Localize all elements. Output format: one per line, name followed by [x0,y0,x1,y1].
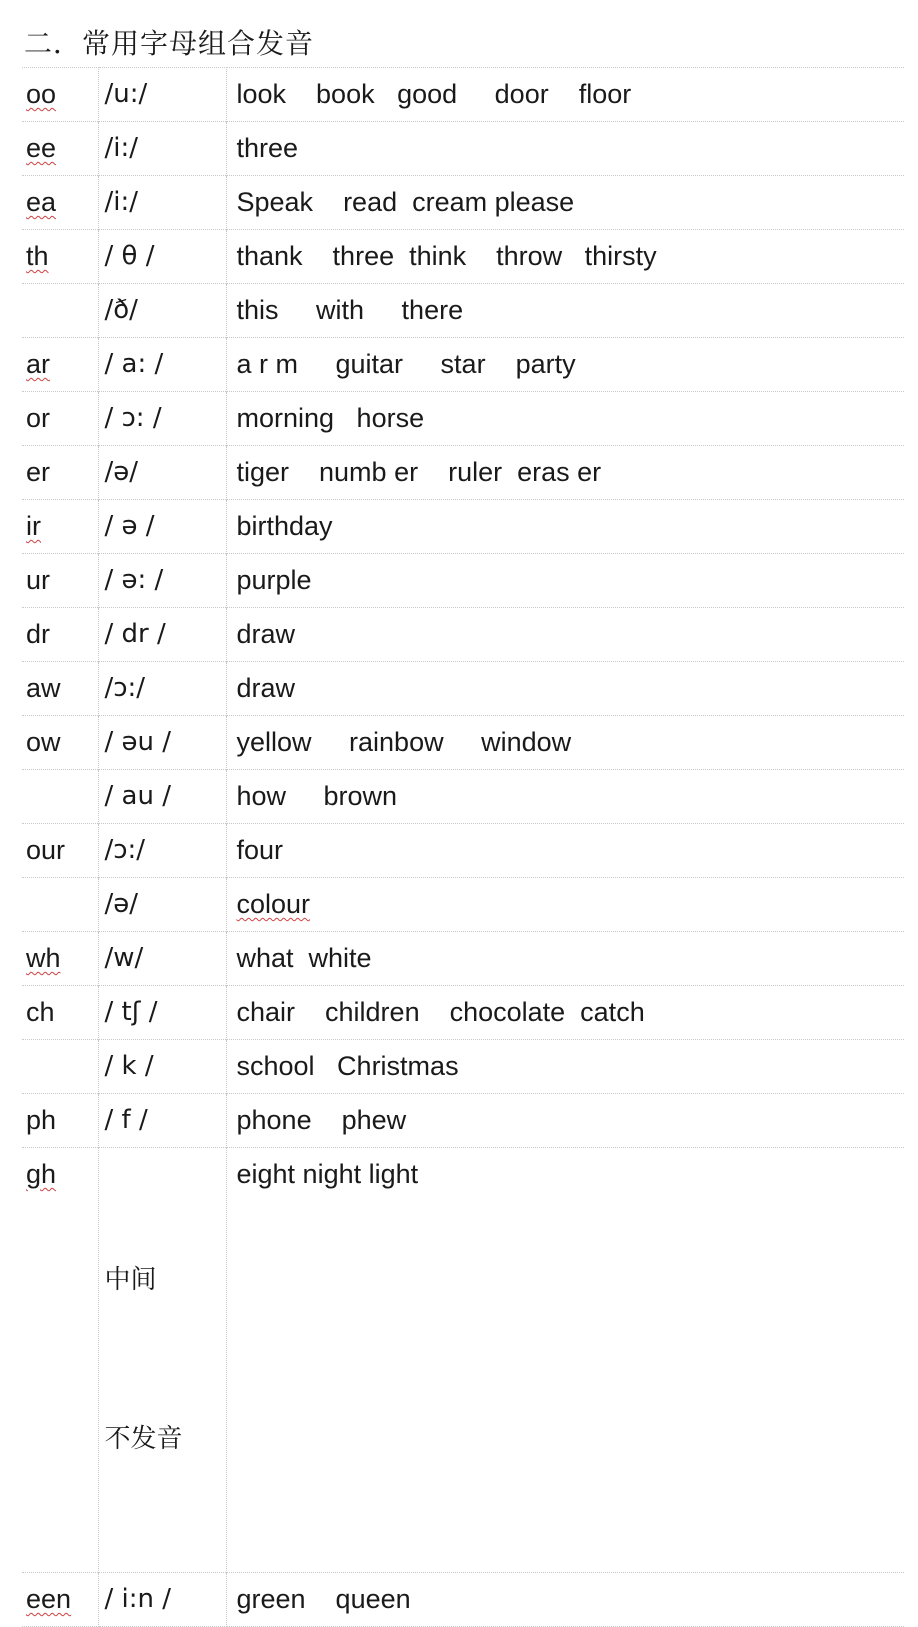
table-row [22,230,904,284]
letter-combination-text: th [26,241,49,271]
pronunciation: /i:/ [98,122,226,176]
table-row [22,176,904,230]
table-row [22,1148,904,1573]
table-row [22,1094,904,1148]
pronunciation: / θ / [98,230,226,284]
example-words: chair children chocolate catch [226,986,904,1040]
example-words: what white [226,932,904,986]
pronunciation: /ə/ [98,878,226,932]
letter-combination [22,500,98,554]
pronunciation: /ð/ [98,284,226,338]
example-words: eight night light [226,1148,904,1573]
letter-combination: aw [22,662,98,716]
example-words: birthday [226,500,904,554]
letter-combination [22,932,98,986]
letter-combination [22,770,98,824]
example-words [226,878,904,932]
example-words: tiger numb er ruler eras er [226,446,904,500]
pronunciation: / ə / [98,500,226,554]
letter-combination: ow [22,716,98,770]
letter-combination [22,338,98,392]
pronunciation: /w/ [98,932,226,986]
letter-combination [22,1573,98,1627]
pronunciation: / f / [98,1094,226,1148]
letter-combination [22,1040,98,1094]
letter-combination: er [22,446,98,500]
example-words: how brown [226,770,904,824]
letter-combination: ch [22,986,98,1040]
page-title: 二．常用字母组合发音 [24,27,315,60]
pronunciation: / k / [98,1040,226,1094]
pronunciation: / a: / [98,338,226,392]
letter-combination-text: ea [26,187,57,217]
letter-combination: or [22,392,98,446]
pronunciation: /ɔ:/ [98,662,226,716]
pronunciation: / əu / [98,716,226,770]
table-row [22,338,904,392]
pronunciation: /ɔ:/ [98,824,226,878]
table-row [22,1040,904,1094]
example-words-text: colour [236,889,311,919]
letter-combination: dr [22,608,98,662]
pronunciation: /ə/ [98,446,226,500]
example-words: phone phew [226,1094,904,1148]
example-words: yellow rainbow window [226,716,904,770]
example-words: draw [226,662,904,716]
example-words: thank three think throw thirsty [226,230,904,284]
table-row [22,500,904,554]
table-row [22,716,904,770]
letter-combination [22,878,98,932]
letter-combination-text: ar [26,349,51,379]
example-words: this with there [226,284,904,338]
pronunciation: / i:n / [98,1573,226,1627]
letter-combination: ph [22,1094,98,1148]
table-row [22,392,904,446]
example-words: green queen [226,1573,904,1627]
example-words: Speak read cream please [226,176,904,230]
letter-combination [22,122,98,176]
table-row [22,284,904,338]
pronunciation: / dr / [98,608,226,662]
table-row [22,986,904,1040]
letter-combination [22,284,98,338]
pronunciation: /u:/ [98,68,226,122]
table-row [22,770,904,824]
phonics-table [22,67,904,1627]
letter-combination [22,68,98,122]
letter-combination-text: ir [26,511,41,541]
pronunciation: / au / [98,770,226,824]
example-words: purple [226,554,904,608]
letter-combination-text: ee [26,133,57,163]
pronunciation: /i:/ [98,176,226,230]
pronunciation: / ə: / [98,554,226,608]
table-row [22,878,904,932]
table-row [22,608,904,662]
example-words: morning horse [226,392,904,446]
letter-combination-text: gh [26,1159,57,1189]
letter-combination [22,1148,98,1573]
letter-combination-text: een [26,1584,72,1614]
table-row [22,122,904,176]
pronunciation-line-2: 不发音 [104,1424,183,1454]
pronunciation: / ɔ: / [98,392,226,446]
letter-combination [22,230,98,284]
table-row [22,662,904,716]
pronunciation-line-1: 中间 [104,1265,157,1295]
letter-combination: our [22,824,98,878]
table-row [22,554,904,608]
table-row [22,932,904,986]
example-words: school Christmas [226,1040,904,1094]
table-row [22,1573,904,1627]
table-row [22,446,904,500]
pronunciation [98,1148,226,1573]
example-words: three [226,122,904,176]
table-row [22,824,904,878]
letter-combination [22,176,98,230]
letter-combination-text: oo [26,79,57,109]
table-row [22,68,904,122]
letter-combination-text: wh [26,943,61,973]
example-words: draw [226,608,904,662]
pronunciation: / tʃ / [98,986,226,1040]
letter-combination: ur [22,554,98,608]
example-words: look book good door floor [226,68,904,122]
example-words: a r m guitar star party [226,338,904,392]
example-words: four [226,824,904,878]
